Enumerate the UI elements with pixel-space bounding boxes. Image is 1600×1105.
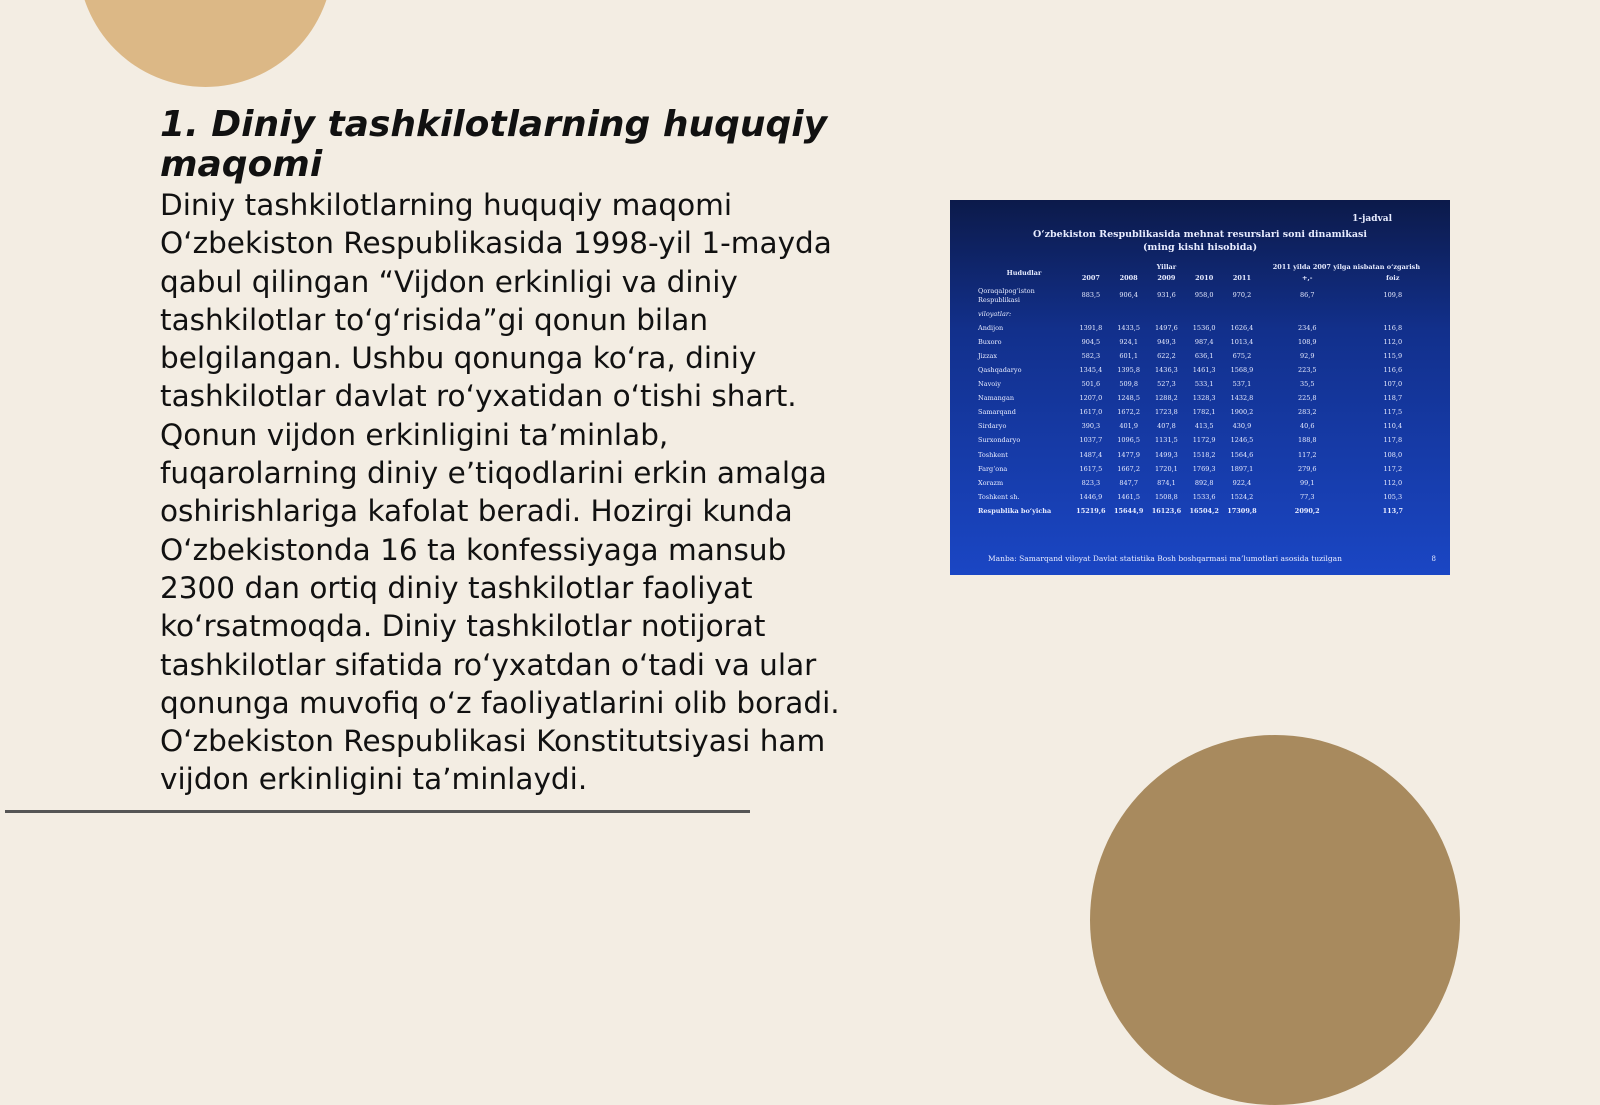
- value-cell: [1072, 307, 1110, 321]
- value-cell: 17309,8: [1227, 506, 1257, 515]
- table-row: [976, 504, 1432, 518]
- value-cell: 892,8: [1194, 478, 1214, 487]
- value-cell: 1248,5: [1117, 394, 1141, 403]
- value-cell: 1524,2: [1230, 492, 1254, 501]
- table-row: [976, 448, 1432, 462]
- value-cell: 407,8: [1157, 422, 1176, 431]
- region-cell: Toshkent: [978, 450, 1008, 459]
- value-cell: 117,8: [1383, 436, 1403, 445]
- table-title-line1: O‘zbekiston Respublikasida mehnat resurslari soni dinamikasi: [1033, 229, 1367, 240]
- value-cell: 1345,4: [1079, 366, 1103, 375]
- value-cell: 1626,4: [1230, 323, 1254, 332]
- value-cell: 2090,2: [1294, 506, 1320, 515]
- value-cell: 188,8: [1297, 436, 1317, 445]
- value-cell: 1769,3: [1192, 464, 1216, 473]
- data-table: [976, 262, 1432, 519]
- table-source: Manba: Samarqand viloyat Davlat statistika Bosh boshqarmasi ma’lumotlari asosida tuzilgan: [988, 554, 1342, 563]
- value-cell: 1446,9: [1079, 492, 1103, 501]
- table-row: [976, 284, 1432, 307]
- value-cell: 1288,2: [1155, 394, 1178, 403]
- value-cell: 112,0: [1383, 478, 1403, 487]
- value-cell: 1617,5: [1079, 464, 1103, 473]
- value-cell: 501,6: [1081, 380, 1101, 389]
- value-cell: 15644,9: [1113, 506, 1144, 515]
- table-row: [976, 378, 1432, 392]
- value-cell: 16504,2: [1189, 506, 1219, 515]
- table-row: [976, 476, 1432, 490]
- value-cell: 1395,8: [1117, 366, 1141, 375]
- value-cell: 110,4: [1383, 422, 1403, 431]
- value-cell: 1497,6: [1155, 323, 1178, 332]
- value-cell: 1207,0: [1079, 394, 1103, 403]
- column-header: 2007: [1081, 274, 1100, 282]
- value-cell: 582,3: [1081, 351, 1101, 360]
- value-cell: 1432,8: [1230, 394, 1254, 403]
- value-cell: 40,6: [1300, 422, 1315, 431]
- value-cell: 116,8: [1383, 323, 1403, 332]
- value-cell: 99,1: [1300, 478, 1315, 487]
- value-cell: 1533,6: [1192, 492, 1216, 501]
- value-cell: 92,9: [1300, 351, 1315, 360]
- region-cell: Toshkent sh.: [978, 492, 1020, 501]
- value-cell: 622,2: [1157, 351, 1176, 360]
- value-cell: 1897,1: [1230, 464, 1254, 473]
- value-cell: 1328,3: [1192, 394, 1216, 403]
- value-cell: 533,1: [1194, 380, 1214, 389]
- value-cell: 1723,8: [1155, 408, 1178, 417]
- value-cell: 234,6: [1297, 323, 1317, 332]
- column-header: 2011: [1232, 274, 1251, 282]
- header-change: 2011 yilda 2007 yilga nisbatan o‘zgarish: [1272, 263, 1421, 271]
- value-cell: 109,8: [1383, 291, 1403, 300]
- region-cell: Xorazm: [978, 478, 1004, 487]
- decorative-circle-bottom: [1090, 735, 1460, 1105]
- value-cell: 1508,8: [1155, 492, 1178, 501]
- region-cell: Surxondaryo: [978, 436, 1021, 445]
- region-cell: Andijon: [978, 323, 1004, 332]
- statistics-table-image: [950, 200, 1450, 575]
- region-cell: Samarqand: [978, 408, 1016, 417]
- table-row: [976, 406, 1432, 420]
- decorative-circle-top: [78, 0, 333, 87]
- value-cell: 1246,5: [1230, 436, 1254, 445]
- table-row: [976, 363, 1432, 377]
- header-regions: Hududlar: [1006, 268, 1042, 277]
- table-row: [976, 490, 1432, 504]
- region-cell: Respublika bo‘yicha: [978, 506, 1052, 515]
- region-cell: Buxoro: [978, 337, 1002, 346]
- value-cell: 601,1: [1119, 351, 1138, 360]
- region-cell: viloyatlar:: [978, 309, 1012, 318]
- column-header: 2009: [1157, 274, 1176, 282]
- value-cell: 883,5: [1081, 291, 1101, 300]
- value-cell: 1013,4: [1230, 337, 1254, 346]
- value-cell: 922,4: [1232, 478, 1252, 487]
- value-cell: 413,5: [1194, 422, 1214, 431]
- region-cell: Sirdaryo: [978, 422, 1007, 431]
- table-title: [950, 228, 1450, 254]
- value-cell: 1564,6: [1230, 450, 1254, 459]
- value-cell: 108,9: [1297, 337, 1317, 346]
- value-cell: 904,5: [1081, 337, 1101, 346]
- value-cell: 112,0: [1383, 337, 1403, 346]
- value-cell: 1487,4: [1079, 450, 1103, 459]
- column-header: 2010: [1195, 274, 1214, 282]
- value-cell: 117,5: [1383, 408, 1403, 417]
- value-cell: 1617,0: [1079, 408, 1103, 417]
- value-cell: 874,1: [1157, 478, 1176, 487]
- value-cell: 15219,6: [1076, 506, 1106, 515]
- value-cell: 1672,2: [1117, 408, 1141, 417]
- value-cell: 958,0: [1194, 291, 1214, 300]
- value-cell: 847,7: [1119, 478, 1138, 487]
- value-cell: 1096,5: [1117, 436, 1141, 445]
- value-cell: [1354, 307, 1432, 321]
- region-cell: Qoraqalpog‘iston Respublikasi: [978, 286, 1035, 304]
- value-cell: 225,8: [1297, 394, 1317, 403]
- value-cell: 1391,8: [1079, 323, 1103, 332]
- column-header: 2008: [1119, 274, 1138, 282]
- value-cell: 86,7: [1300, 291, 1315, 300]
- column-header: +,-: [1302, 274, 1313, 282]
- value-cell: [1110, 307, 1148, 321]
- value-cell: 1720,1: [1155, 464, 1178, 473]
- region-cell: Jizzax: [978, 351, 998, 360]
- value-cell: 537,1: [1232, 380, 1252, 389]
- value-cell: 1131,5: [1155, 436, 1178, 445]
- table-row: [976, 462, 1432, 476]
- divider-line: [5, 810, 750, 813]
- region-cell: Namangan: [978, 394, 1015, 403]
- value-cell: 1037,7: [1079, 436, 1103, 445]
- value-cell: 1536,0: [1192, 323, 1216, 332]
- value-cell: 77,3: [1300, 492, 1315, 501]
- table-row: [976, 392, 1432, 406]
- table-page-number: 8: [1431, 555, 1436, 563]
- value-cell: 16123,6: [1151, 506, 1182, 515]
- value-cell: 117,2: [1297, 450, 1317, 459]
- value-cell: 1900,2: [1230, 408, 1254, 417]
- value-cell: 823,3: [1081, 478, 1101, 487]
- value-cell: 1433,5: [1117, 323, 1141, 332]
- slide-title: 1. Diniy tashkilotlarning huquqiy maqomi: [160, 104, 828, 185]
- slide-paragraph: Diniy tashkilotlarning huquqiy maqomi O‘zbekiston Respublikasida 1998-yil 1-mayda qabul qilingan “Vijdon erkinligi va diniy tashkilotlar to‘g‘risida”gi qonun bilan belgilangan. Ushbu qonunga ko‘ra, diniy tashkilotlar davlat ro‘yxatidan o‘tishi shart. Qonun vijdon erkinligini ta’minlab, fuqarolarning diniy e’tiqodlarini erkin amalga oshirishlariga kafolat beradi. Hozirgi kunda O‘zbekistonda 16 ta konfessiyaga mansub 2300 dan ortiq diniy tashkilotlar faoliyat ko‘rsatmoqda. Diniy tashkilotlar notijorat tashkilotlar sifatida ro‘yxatdan o‘tadi va ular qonunga muvofiq o‘z faoliyatlarini olib boradi. O‘zbekiston Respublikasi Konstitutsiyasi ham vijdon erkinligini ta’minlaydi.: [160, 188, 840, 797]
- table-row: [976, 307, 1432, 321]
- value-cell: 1782,1: [1192, 408, 1216, 417]
- value-cell: 118,7: [1383, 394, 1403, 403]
- value-cell: 105,3: [1383, 492, 1403, 501]
- value-cell: 906,4: [1119, 291, 1138, 300]
- value-cell: [1148, 307, 1186, 321]
- value-cell: 1568,9: [1230, 366, 1254, 375]
- value-cell: 1518,2: [1192, 450, 1216, 459]
- value-cell: 509,8: [1119, 380, 1138, 389]
- value-cell: 35,5: [1300, 380, 1315, 389]
- region-cell: Navoiy: [978, 380, 1001, 389]
- value-cell: [1261, 307, 1354, 321]
- table-row: [976, 420, 1432, 434]
- table-title-line2: (ming kishi hisobida): [1142, 242, 1258, 253]
- region-cell: Qashqadaryo: [978, 366, 1022, 375]
- table-row: [976, 434, 1432, 448]
- value-cell: 283,2: [1297, 408, 1317, 417]
- column-header: foiz: [1386, 274, 1400, 282]
- value-cell: [1185, 307, 1223, 321]
- value-cell: 1461,5: [1117, 492, 1141, 501]
- value-cell: 279,6: [1297, 464, 1317, 473]
- value-cell: 1667,2: [1117, 464, 1141, 473]
- value-cell: 107,0: [1383, 380, 1403, 389]
- value-cell: 223,5: [1297, 366, 1317, 375]
- value-cell: 970,2: [1232, 291, 1252, 300]
- value-cell: 931,6: [1157, 291, 1176, 300]
- table-row: [976, 321, 1432, 335]
- table-row: [976, 335, 1432, 349]
- value-cell: 115,9: [1383, 351, 1403, 360]
- value-cell: 1499,3: [1155, 450, 1178, 459]
- value-cell: 636,1: [1194, 351, 1214, 360]
- value-cell: 116,6: [1383, 366, 1403, 375]
- value-cell: 924,1: [1119, 337, 1138, 346]
- value-cell: 401,9: [1119, 422, 1138, 431]
- value-cell: 527,3: [1157, 380, 1176, 389]
- value-cell: 1461,3: [1192, 366, 1216, 375]
- value-cell: 117,2: [1383, 464, 1403, 473]
- value-cell: 1477,9: [1117, 450, 1141, 459]
- value-cell: 1172,9: [1192, 436, 1216, 445]
- value-cell: 430,9: [1232, 422, 1252, 431]
- header-years: Yillar: [1156, 263, 1177, 271]
- value-cell: 987,4: [1194, 337, 1214, 346]
- table-label: 1-jadval: [1352, 214, 1392, 224]
- value-cell: 390,3: [1081, 422, 1101, 431]
- region-cell: Farg‘ona: [978, 464, 1008, 473]
- value-cell: 1436,3: [1155, 366, 1178, 375]
- value-cell: 949,3: [1157, 337, 1176, 346]
- value-cell: 108,0: [1383, 450, 1403, 459]
- value-cell: [1223, 307, 1261, 321]
- value-cell: 113,7: [1382, 506, 1403, 515]
- table-row: [976, 349, 1432, 363]
- value-cell: 675,2: [1232, 351, 1252, 360]
